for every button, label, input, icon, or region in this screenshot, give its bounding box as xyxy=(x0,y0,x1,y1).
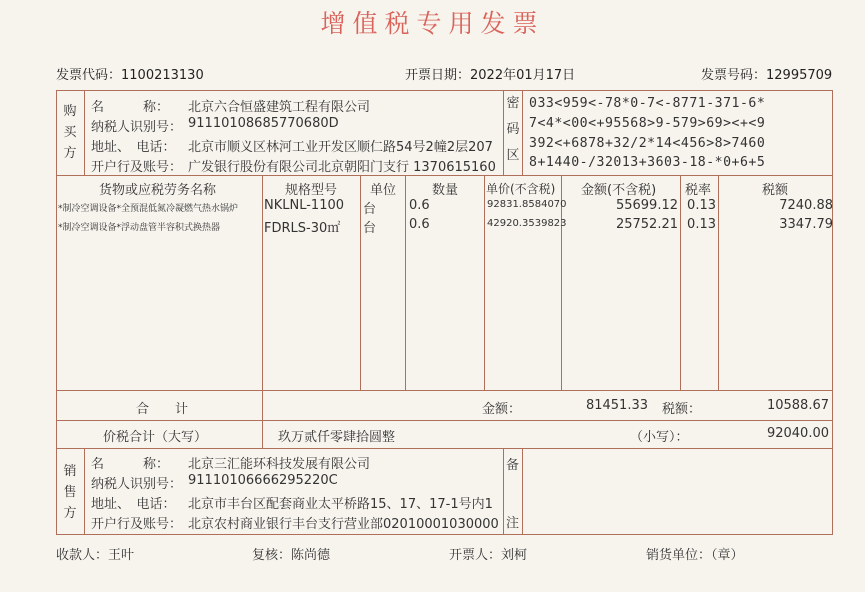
drawer-name: 刘柯 xyxy=(501,548,528,563)
divider xyxy=(522,448,523,535)
divider xyxy=(405,175,406,390)
invoice-code-label: 发票代码： xyxy=(56,68,122,83)
item-rate: 0.13 xyxy=(687,198,716,213)
item-amount: 55699.12 xyxy=(615,198,678,213)
invoice-number-label: 发票号码： xyxy=(701,68,767,83)
divider xyxy=(56,390,833,391)
seller-bank: 北京农村商业银行丰台支行营业部02010001030000 xyxy=(188,517,499,532)
cipher-line: 033<959<-78*0-7<-8771-371-6* xyxy=(529,96,766,111)
col-header-qty: 数量 xyxy=(432,183,459,198)
invoice-title: 增值税专用发票 xyxy=(320,9,545,38)
col-header-spec: 规格型号 xyxy=(285,183,338,198)
item-spec: FDRLS-30㎡ xyxy=(264,221,341,236)
seller-name: 北京三汇能环科技发展有限公司 xyxy=(188,457,371,472)
grand-total-small: 92040.00 xyxy=(766,426,829,441)
invoice-code xyxy=(56,64,204,83)
buyer-name: 北京六合恒盛建筑工程有限公司 xyxy=(188,100,371,115)
reviewer-label: 复核： xyxy=(252,548,292,563)
cipher-label: 密码区 xyxy=(506,96,520,163)
item-price: 92831.8584070 xyxy=(487,199,567,210)
invoice-date-label: 开票日期： xyxy=(405,68,471,83)
buyer-tax-id: 91110108685770680D xyxy=(188,116,339,131)
divider xyxy=(503,90,504,175)
seller-side-label: 销售方 xyxy=(63,464,77,521)
divider xyxy=(56,420,833,421)
item-name: *制冷空调设备*浮动盘管半容积式换热器 xyxy=(58,223,221,233)
item-amount: 25752.21 xyxy=(615,217,678,232)
buyer-bank-label: 开户行及账号： xyxy=(91,160,183,175)
buyer-addr-label: 地址、 电话： xyxy=(91,140,176,155)
cipher-line: 8+1440-/32013+3603-18-*0+6+5 xyxy=(529,155,766,170)
divider xyxy=(56,448,833,449)
remark-label-top: 备 xyxy=(506,458,520,473)
invoice-code-value: 1100213130 xyxy=(121,68,204,83)
seller-bank-label: 开户行及账号： xyxy=(91,517,183,532)
grand-total-label: 价税合计（大写） xyxy=(103,430,208,445)
invoice-date xyxy=(405,64,575,83)
totals-label: 合 计 xyxy=(136,402,189,417)
col-header-tax: 税额 xyxy=(762,183,789,198)
cipher-line: 7<4*<00<+95568>9-579>69><+<9 xyxy=(529,116,766,131)
footer-seller-unit: 销货单位：（章） xyxy=(646,548,744,563)
buyer-address: 北京市顺义区林河工业开发区顺仁路54号2幢2层207 xyxy=(188,140,493,155)
item-price: 42920.3539823 xyxy=(487,218,567,229)
col-header-name: 货物或应税劳务名称 xyxy=(99,183,217,198)
totals-tax-label: 税额： xyxy=(662,402,702,417)
invoice-number xyxy=(701,64,832,83)
divider xyxy=(84,90,85,175)
footer-payee xyxy=(56,544,134,563)
seller-tax-id: 91110106666295220C xyxy=(188,473,338,488)
buyer-name-label: 名 称： xyxy=(91,100,170,115)
item-tax: 3347.79 xyxy=(779,217,833,232)
footer-reviewer xyxy=(252,544,330,563)
col-header-unit: 单位 xyxy=(370,183,397,198)
item-unit: 台 xyxy=(363,202,377,217)
totals-amount: 81451.33 xyxy=(585,398,648,413)
footer-drawer xyxy=(449,544,527,563)
item-qty: 0.6 xyxy=(409,217,430,232)
item-unit: 台 xyxy=(363,221,377,236)
grand-total-small-label: （小写）： xyxy=(630,430,689,445)
item-rate: 0.13 xyxy=(687,217,716,232)
col-header-amount: 金额(不含税) xyxy=(581,183,657,198)
totals-amount-label: 金额： xyxy=(482,402,522,417)
seller-name-label: 名 称： xyxy=(91,457,170,472)
col-header-rate: 税率 xyxy=(685,183,712,198)
item-spec: NKLNL-1100 xyxy=(264,198,345,213)
remark-label-bottom: 注 xyxy=(506,516,520,531)
item-tax: 7240.88 xyxy=(779,198,833,213)
seller-address: 北京市丰台区配套商业太平桥路15、17、17-1号内1 xyxy=(188,497,493,512)
cipher-line: 392<+6878+32/2*14<456>8>7460 xyxy=(529,136,766,151)
seller-tax-label: 纳税人识别号： xyxy=(91,477,183,492)
divider xyxy=(503,448,504,535)
payee-name: 王叶 xyxy=(108,548,135,563)
totals-tax: 10588.67 xyxy=(766,398,829,413)
payee-label: 收款人： xyxy=(56,548,109,563)
divider xyxy=(360,175,361,390)
invoice-date-value: 2022年01月17日 xyxy=(470,68,576,83)
drawer-label: 开票人： xyxy=(449,548,502,563)
item-name: *制冷空调设备*全预混低氮冷凝燃气热水锅炉 xyxy=(58,204,239,214)
buyer-side-label: 购买方 xyxy=(63,104,77,161)
divider xyxy=(262,175,263,448)
item-qty: 0.6 xyxy=(409,198,430,213)
divider xyxy=(84,448,85,535)
buyer-bank: 广发银行股份有限公司北京朝阳门支行 1370615160 xyxy=(188,160,496,175)
col-header-price: 单价(不含税) xyxy=(486,182,556,196)
divider xyxy=(522,90,523,175)
buyer-tax-label: 纳税人识别号： xyxy=(91,120,183,135)
seller-addr-label: 地址、 电话： xyxy=(91,497,176,512)
reviewer-name: 陈尚德 xyxy=(291,548,331,563)
invoice-number-value: 12995709 xyxy=(766,68,833,83)
divider xyxy=(484,175,485,390)
grand-total-words: 玖万贰仟零肆拾圆整 xyxy=(278,430,396,445)
divider xyxy=(56,175,833,176)
